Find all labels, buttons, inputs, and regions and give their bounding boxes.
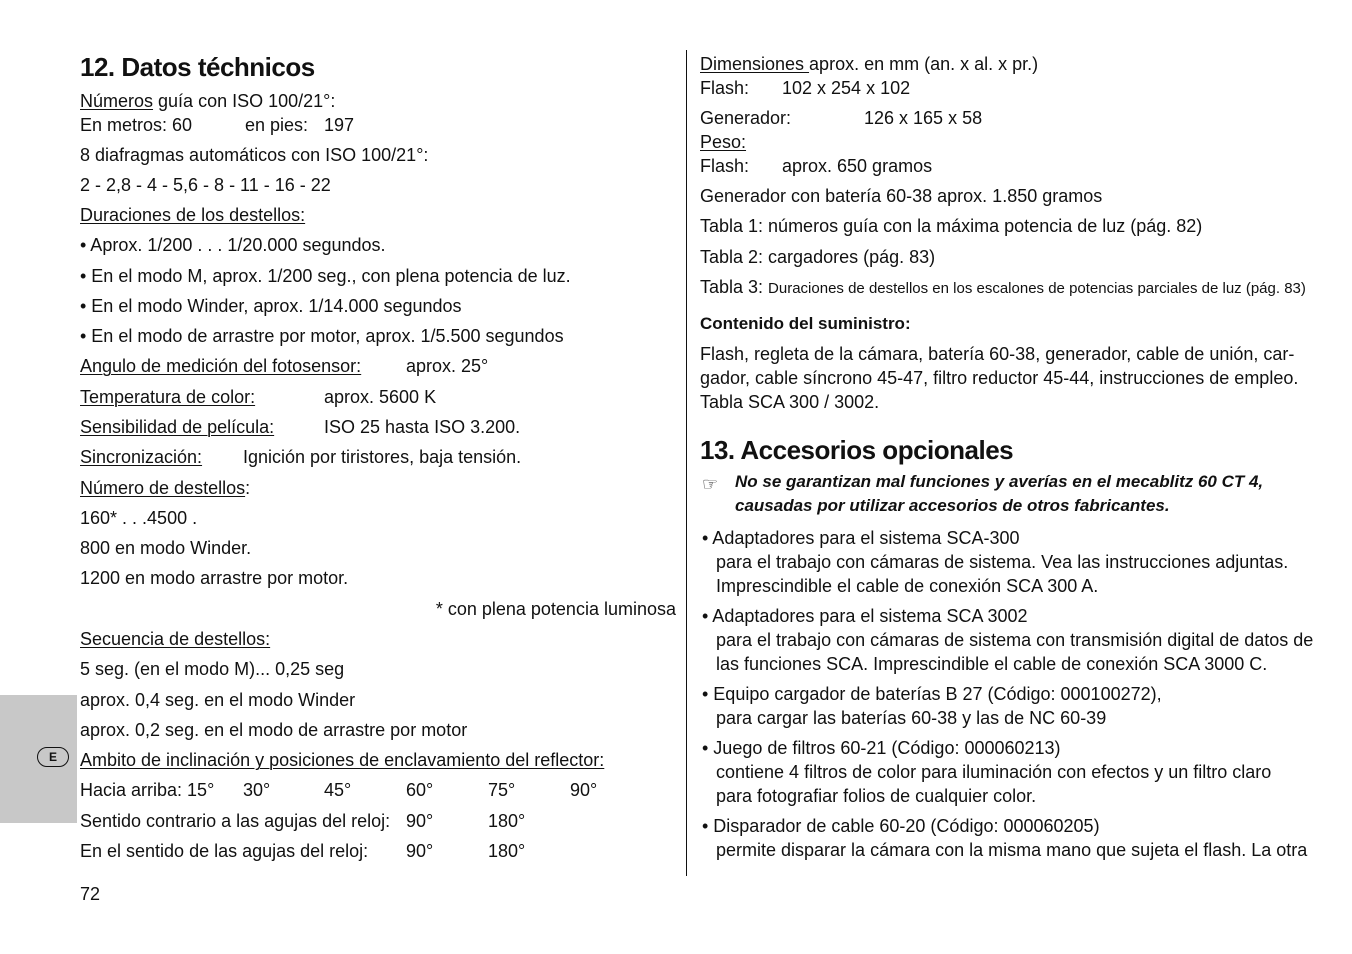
table-3-ref [700, 275, 1306, 301]
tilt-up-value: 45° [324, 780, 352, 800]
accessory-desc: para el trabajo con cámaras de sistema. Vea las instrucciones adjuntas. [716, 552, 1289, 572]
accessory-desc: las funciones SCA. Imprescindible el cable de conexión SCA 3000 C. [716, 654, 1268, 674]
flashes-item: 160* . . .4500 . [80, 508, 198, 528]
sequence-label: Secuencia de destellos: [80, 629, 271, 649]
sync-label: Sincronización: [80, 447, 203, 467]
flash-dims-value: 102 x 254 x 102 [782, 78, 911, 98]
table-2-ref: Tabla 2: cargadores (pág. 83) [700, 247, 936, 267]
sequence-item: aprox. 0,4 seg. en el modo Winder [80, 690, 356, 710]
color-temp-value: aprox. 5600 K [324, 387, 437, 407]
contents-label: Contenido del suministro: [700, 314, 911, 333]
feet-value: 197 [324, 115, 355, 135]
sync-value: Ignición por tiristores, baja tensión. [243, 447, 522, 467]
tilt-label: Ambito de inclinación y posiciones de enclavamiento del reflector: [80, 750, 605, 770]
apertures-text: 8 diafragmas automáticos con ISO 100/21°: [80, 145, 429, 165]
aperture-values: 2 - 2,8 - 4 - 5,6 - 8 - 11 - 16 - 22 [80, 175, 331, 195]
tilt-up-value: 30° [243, 780, 271, 800]
warning-note-line: No se garantizan mal funciones y averías en el mecablitz 60 CT 4, [735, 472, 1264, 491]
table-3-prefix: Tabla 3: [700, 277, 769, 297]
generator-dims-label: Generador: [700, 108, 792, 128]
section-title-technical-data: 12. Datos téchnicos [80, 52, 315, 82]
cw-label: En el sentido de las agujas del reloj: [80, 841, 369, 861]
duration-item: • En el modo M, aprox. 1/200 seg., con plena potencia de luz. [80, 266, 571, 286]
flashes-item: 800 en modo Winder. [80, 538, 252, 558]
table-1-ref: Tabla 1: números guía con la máxima potencia de luz (pág. 82) [700, 216, 1203, 236]
feet-label: en pies: [245, 115, 309, 135]
accessory-desc: para el trabajo con cámaras de sistema con transmisión digital de datos de [716, 630, 1314, 650]
guide-label: Números [80, 91, 154, 111]
contents-line: Flash, regleta de la cámara, batería 60-38, generador, cable de unión, car- [700, 344, 1295, 364]
tilt-up-value: 75° [488, 780, 516, 800]
accessory-item: • Adaptadores para el sistema SCA-300 [702, 528, 1020, 548]
language-tab-label: E [37, 747, 69, 767]
warning-note-line: causadas por utilizar accesorios de otros fabricantes. [735, 496, 1170, 515]
color-temp-label: Temperatura de color: [80, 387, 256, 407]
sequence-item: 5 seg. (en el modo M)... 0,25 seg [80, 659, 345, 679]
sequence-item: aprox. 0,2 seg. en el modo de arrastre por motor [80, 720, 468, 740]
flashes-item: 1200 en modo arrastre por motor. [80, 568, 349, 588]
accessory-desc: para fotografiar folios de cualquier color. [716, 786, 1037, 806]
guide-rest: guía con ISO 100/21°: [153, 91, 336, 111]
dimensions-label: Dimensiones [700, 54, 810, 74]
duration-item: • En el modo Winder, aprox. 1/14.000 segundos [80, 296, 462, 316]
accessory-desc: contiene 4 filtros de color para iluminación con efectos y un filtro claro [716, 762, 1272, 782]
column-divider [686, 50, 687, 876]
ccw-label: Sentido contrario a las agujas del reloj: [80, 811, 391, 831]
section-title-accessories: 13. Accesorios opcionales [700, 435, 1014, 465]
durations-label: Duraciones de los destellos: [80, 205, 306, 225]
contents-line: Tabla SCA 300 / 3002. [700, 392, 880, 412]
guide-number-line [80, 89, 335, 113]
flash-weight-label: Flash: [700, 156, 750, 176]
flashes-label: Número de destellos [80, 478, 246, 498]
accessory-item: • Equipo cargador de baterías B 27 (Código: 000100272), [702, 684, 1162, 704]
accessory-desc: para cargar las baterías 60-38 y las de NC 60-39 [716, 708, 1107, 728]
duration-item: • En el modo de arrastre por motor, aprox. 1/5.500 segundos [80, 326, 564, 346]
angle-label: Angulo de medición del fotosensor: [80, 356, 362, 376]
contents-line: gador, cable síncrono 45-47, filtro reductor 45-44, instrucciones de empleo. [700, 368, 1299, 388]
page-number: 72 [80, 884, 101, 904]
film-speed-label: Sensibilidad de película: [80, 417, 275, 437]
tilt-up-value: 60° [406, 780, 434, 800]
accessory-item: • Disparador de cable 60-20 (Código: 000060205) [702, 816, 1100, 836]
generator-weight: Generador con batería 60-38 aprox. 1.850 gramos [700, 186, 1103, 206]
flash-dims-label: Flash: [700, 78, 750, 98]
film-speed-value: ISO 25 hasta ISO 3.200. [324, 417, 521, 437]
accessory-item: • Juego de filtros 60-21 (Código: 000060213) [702, 738, 1061, 758]
flashes-line [80, 476, 250, 500]
generator-dims-value: 126 x 165 x 58 [864, 108, 983, 128]
tilt-up-value: 90° [570, 780, 598, 800]
cw-value: 90° [406, 841, 434, 861]
flash-weight-value: aprox. 650 gramos [782, 156, 933, 176]
table-3-text: Duraciones de destellos en los escalones de potencias parciales de luz (pág. 83) [768, 280, 1306, 297]
ccw-value: 90° [406, 811, 434, 831]
duration-item: • Aprox. 1/200 . . . 1/20.000 segundos. [80, 235, 386, 255]
accessory-desc: permite disparar la cámara con la misma mano que sujeta el flash. La otra [716, 840, 1308, 860]
dimensions-rest: aprox. en mm (an. x al. x pr.) [809, 54, 1039, 74]
pointing-hand-icon: ☞ [702, 474, 719, 494]
footnote: * con plena potencia luminosa [435, 599, 676, 619]
dimensions-line [700, 52, 1038, 76]
meters-value: En metros: 60 [80, 115, 193, 135]
cw-value: 180° [488, 841, 526, 861]
weight-label: Peso: [700, 132, 747, 152]
angle-value: aprox. 25° [406, 356, 489, 376]
ccw-value: 180° [488, 811, 526, 831]
accessory-desc: Imprescindible el cable de conexión SCA 300 A. [716, 576, 1099, 596]
accessory-item: • Adaptadores para el sistema SCA 3002 [702, 606, 1028, 626]
flashes-colon: : [245, 478, 251, 498]
tilt-up-label: Hacia arriba: 15° [80, 780, 215, 800]
